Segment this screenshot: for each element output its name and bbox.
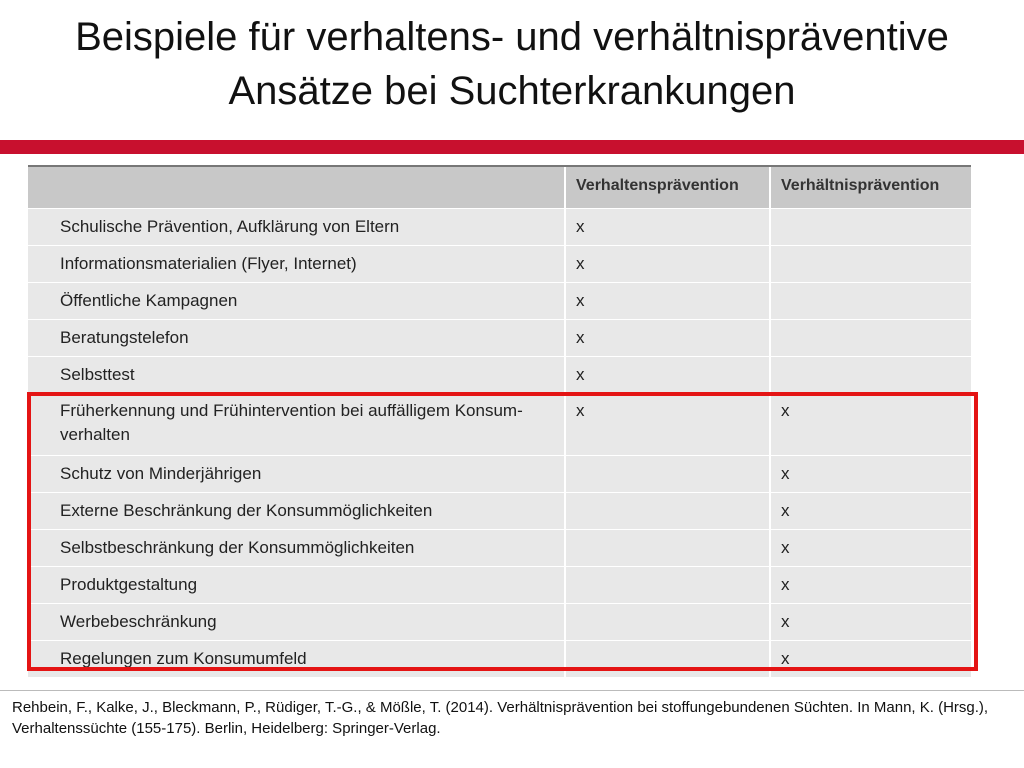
title-accent-bar [0, 140, 1024, 154]
verhaeltnis-mark [770, 356, 971, 393]
verhaltens-mark: x [565, 319, 770, 356]
prevention-table-grid [28, 167, 971, 677]
measure-cell: Früherkennung und Frühintervention bei auffälligem Konsum-verhalten [28, 393, 565, 455]
verhaltens-mark [565, 492, 770, 529]
measure-cell: Öffentliche Kampagnen [28, 282, 565, 319]
verhaltens-mark [565, 603, 770, 640]
verhaltens-mark [565, 640, 770, 677]
table-row [28, 603, 971, 640]
verhaeltnis-mark: x [770, 455, 971, 492]
verhaeltnis-mark [770, 208, 971, 245]
verhaeltnis-mark: x [770, 529, 971, 566]
header-cell-measure [28, 167, 565, 208]
measure-cell: Selbstbeschränkung der Konsummöglichkeiten [28, 529, 565, 566]
verhaltens-mark: x [565, 245, 770, 282]
verhaeltnis-mark: x [770, 566, 971, 603]
table-row [28, 245, 971, 282]
verhaltens-mark: x [565, 282, 770, 319]
verhaltens-mark: x [565, 393, 770, 455]
table-row [28, 282, 971, 319]
measure-cell: Produktgestaltung [28, 566, 565, 603]
verhaeltnis-mark: x [770, 640, 971, 677]
verhaeltnis-mark: x [770, 492, 971, 529]
table-row [28, 208, 971, 245]
verhaeltnis-mark [770, 282, 971, 319]
verhaeltnis-mark [770, 245, 971, 282]
slide-title: Beispiele für verhaltens- und verhältnispräventive Ansätze bei Suchterkrankungen [75, 15, 949, 113]
verhaeltnis-mark: x [770, 603, 971, 640]
verhaltens-mark [565, 566, 770, 603]
header-cell-verhaeltnispraevention: Verhältnisprävention [770, 167, 971, 208]
table-row [28, 529, 971, 566]
verhaltens-mark: x [565, 208, 770, 245]
table-row [28, 492, 971, 529]
table-header-row [28, 167, 971, 208]
verhaltens-mark: x [565, 356, 770, 393]
measure-cell: Regelungen zum Konsumumfeld [28, 640, 565, 677]
table-row [28, 566, 971, 603]
verhaeltnis-mark [770, 319, 971, 356]
table-row [28, 319, 971, 356]
verhaltens-mark [565, 455, 770, 492]
measure-cell: Informationsmaterialien (Flyer, Internet) [28, 245, 565, 282]
measure-cell: Externe Beschränkung der Konsummöglichkeiten [28, 492, 565, 529]
prevention-table [28, 165, 971, 672]
table-row [28, 640, 971, 677]
verhaltens-mark [565, 529, 770, 566]
citation-text: Rehbein, F., Kalke, J., Bleckmann, P., Rüdiger, T.-G., & Mößle, T. (2014). Verhältnisprävention bei stoffungebundenen Süchten. In Mann, K. (Hrsg.), Verhaltenssüchte (155-175). Berlin, Heidelberg: Springer-Verlag. [12, 699, 989, 737]
header-cell-verhaltenspraevention: Verhaltensprävention [565, 167, 770, 208]
table-row [28, 455, 971, 492]
measure-cell: Schulische Prävention, Aufklärung von Eltern [28, 208, 565, 245]
measure-cell: Werbebeschränkung [28, 603, 565, 640]
measure-cell: Selbsttest [28, 356, 565, 393]
measure-cell: Beratungstelefon [28, 319, 565, 356]
table-row [28, 356, 971, 393]
measure-cell: Schutz von Minderjährigen [28, 455, 565, 492]
table-row [28, 393, 971, 455]
verhaeltnis-mark: x [770, 393, 971, 455]
footer-divider [0, 690, 1024, 691]
